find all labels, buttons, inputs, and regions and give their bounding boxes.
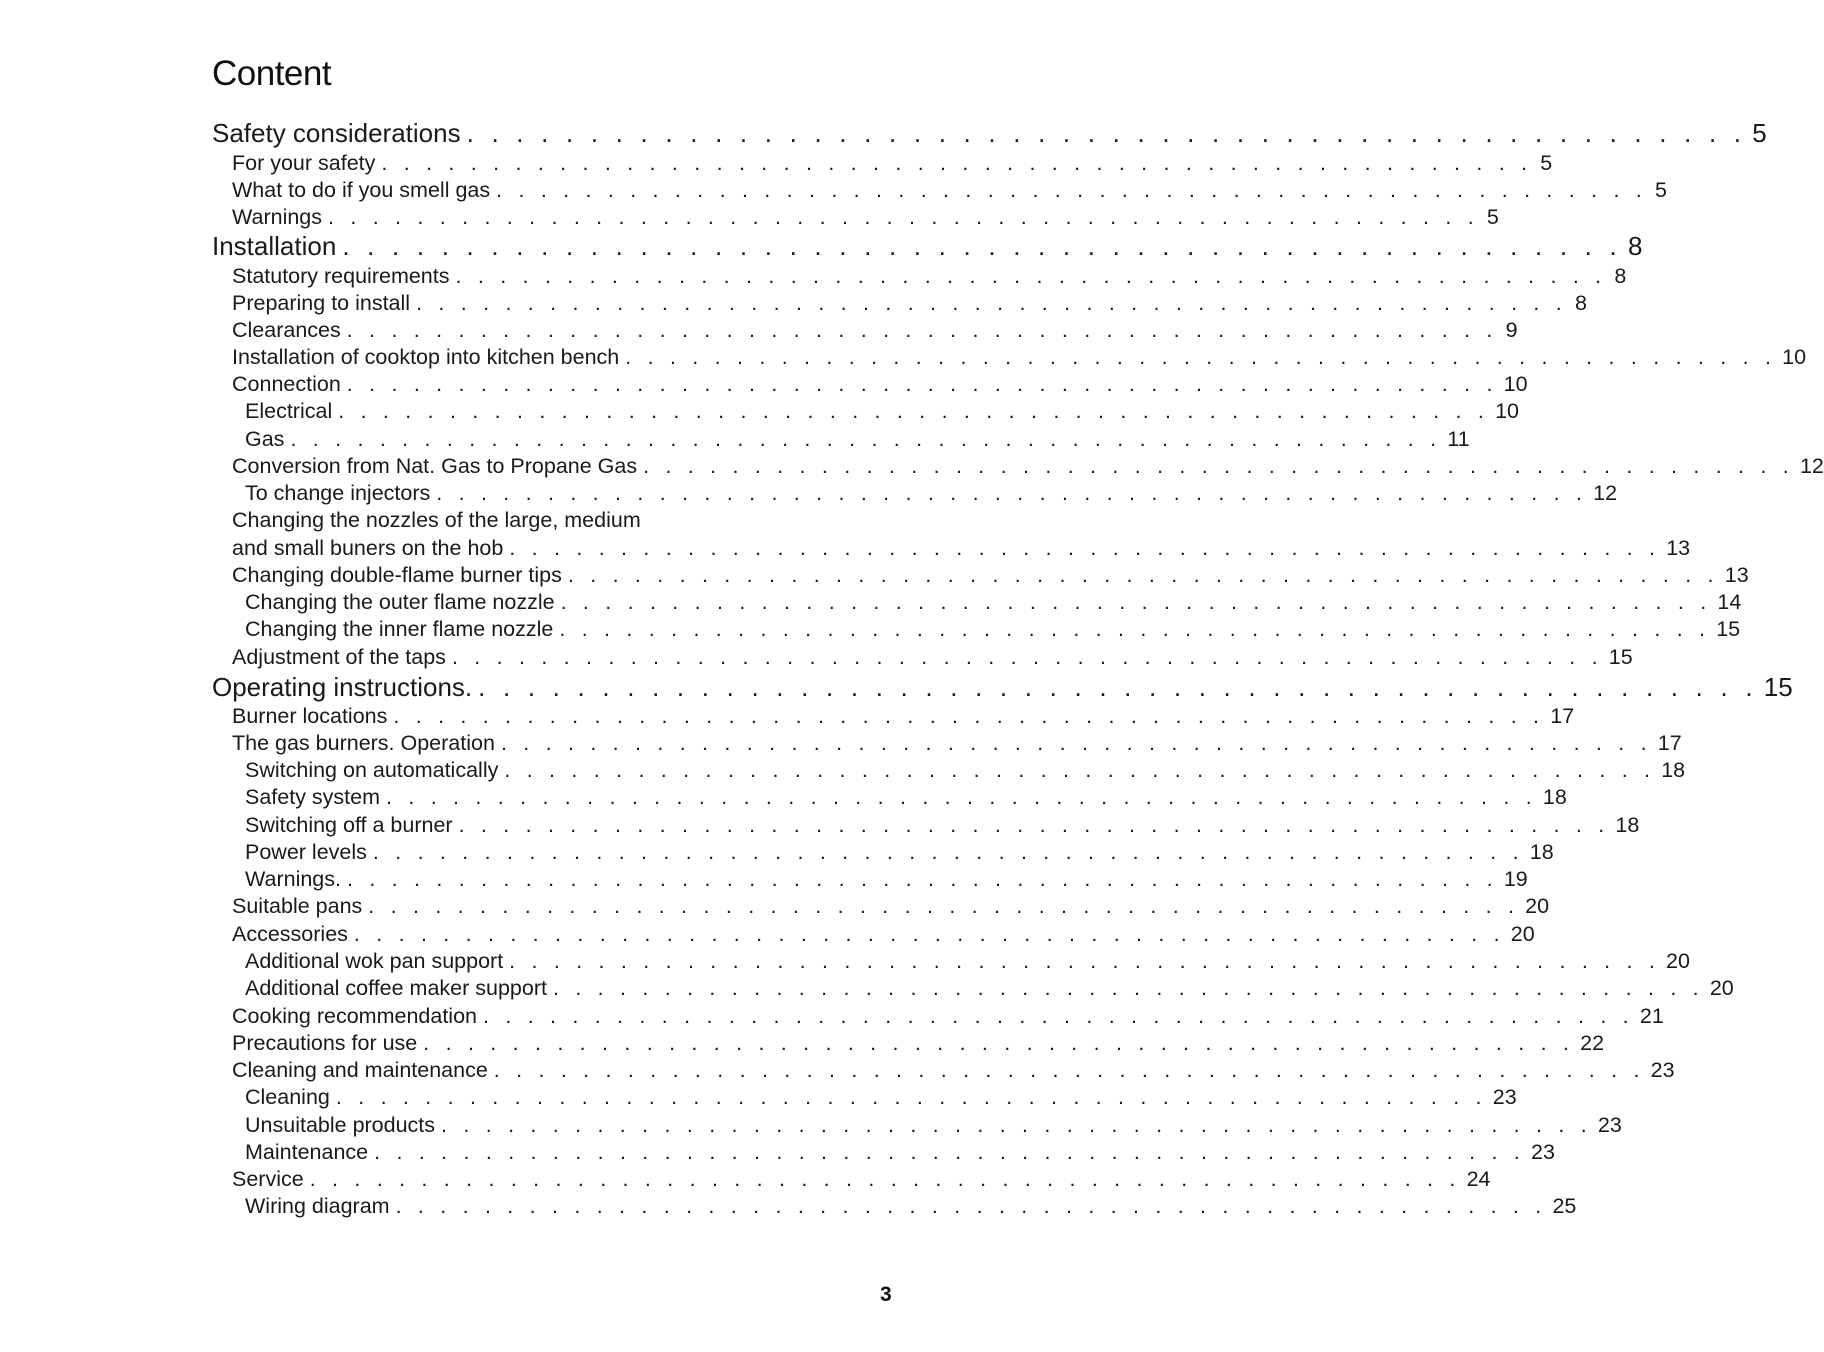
toc-entry-title: Cooking recommendation bbox=[232, 1004, 477, 1028]
toc-entry-title: Clearances bbox=[232, 318, 341, 342]
toc-entry-page: 18 bbox=[1529, 840, 1554, 864]
toc-entry[interactable] bbox=[212, 1194, 1577, 1220]
toc-entry-page: 15 bbox=[1608, 645, 1633, 669]
toc-leader-dots: . . . . . . . . . . . . . . . . . . . . . . . . . . . . . . . . . . . . . . . . . . . . . . . . . . . . bbox=[395, 1194, 1547, 1218]
toc-entry-page: 18 bbox=[1542, 785, 1567, 809]
toc-entry-page: 13 bbox=[1666, 536, 1691, 560]
toc-entry-title: Installation bbox=[212, 231, 337, 261]
toc-entry[interactable] bbox=[212, 1113, 1622, 1139]
toc-leader-dots: . . . . . . . . . . . . . . . . . . . . . . . . . . . . . . . . . . . . . . . . . . . . . . . . . . . . bbox=[504, 758, 1656, 782]
toc-entry-page: 12 bbox=[1593, 481, 1618, 505]
toc-entry[interactable] bbox=[212, 454, 1824, 480]
toc-entry-title: Gas bbox=[245, 427, 285, 451]
toc-entry-title: Maintenance bbox=[245, 1140, 369, 1164]
toc-leader-dots: . . . . . . . . . . . . . . . . . . . . . . . . . . . . . . . . . . . . . . . . . . . . . . . . . . . . bbox=[478, 672, 1758, 702]
toc-leader-dots: . . . . . . . . . . . . . . . . . . . . . . . . . . . . . . . . . . . . . . . . . . . . . . . . . . . . bbox=[500, 731, 1652, 755]
toc-entry-title: Unsuitable products bbox=[245, 1113, 436, 1137]
toc-entry-title: Safety considerations bbox=[212, 118, 461, 148]
toc-entry-title: Cleaning and maintenance bbox=[232, 1058, 488, 1082]
toc-leader-dots: . . . . . . . . . . . . . . . . . . . . . . . . . . . . . . . . . . . . . . . . . . . . . . . . . . . . bbox=[346, 318, 1498, 342]
toc-leader-dots: . . . . . . . . . . . . . . . . . . . . . . . . . . . . . . . . . . . . . . . . . . . . . . . . . . . . bbox=[509, 536, 1661, 560]
toc-leader-dots: . . . . . . . . . . . . . . . . . . . . . . . . . . . . . . . . . . . . . . . . . . . . . . . . . . . . bbox=[483, 1004, 1634, 1028]
toc-entry-title: The gas burners. Operation bbox=[232, 731, 495, 755]
toc-entry-page: 20 bbox=[1510, 922, 1535, 946]
toc-entry[interactable] bbox=[212, 231, 1643, 263]
toc-entry-page: 18 bbox=[1661, 758, 1686, 782]
toc-entry[interactable] bbox=[212, 508, 760, 534]
toc-entry-title: Additional wok pan support bbox=[245, 949, 504, 973]
toc-entry[interactable] bbox=[212, 264, 1627, 290]
toc-entry-page: 5 bbox=[1540, 151, 1553, 175]
toc-entry-title: Electrical bbox=[245, 399, 333, 423]
toc-entry[interactable] bbox=[212, 399, 1519, 425]
toc-entry-title: Warnings. bbox=[245, 867, 341, 891]
toc-entry-title: Switching on automatically bbox=[245, 758, 499, 782]
toc-leader-dots: . . . . . . . . . . . . . . . . . . . . . . . . . . . . . . . . . . . . . . . . . . . . . . . . . . . . bbox=[455, 264, 1607, 288]
toc-entry-page: 21 bbox=[1639, 1004, 1664, 1028]
toc-entry-page: 8 bbox=[1627, 231, 1643, 261]
toc-entry-page: 14 bbox=[1717, 590, 1742, 614]
toc-entry-page: 11 bbox=[1447, 427, 1470, 451]
toc-entry-title: and small buners on the hob bbox=[232, 536, 504, 560]
toc-entry-page: 23 bbox=[1597, 1113, 1622, 1137]
toc-leader-dots: . . . . . . . . . . . . . . . . . . . . . . . . . . . . . . . . . . . . . . . . . . . . . . . . . . . . bbox=[372, 840, 1524, 864]
toc-entry-page: 10 bbox=[1782, 345, 1807, 369]
toc-entry[interactable] bbox=[212, 1167, 1491, 1193]
toc-entry-title: Installation of cooktop into kitchen bench bbox=[232, 345, 620, 369]
toc-entry-page: 15 bbox=[1716, 617, 1741, 641]
toc-entry[interactable] bbox=[212, 536, 1691, 562]
toc-entry[interactable] bbox=[212, 205, 1499, 231]
toc-entry-page: 20 bbox=[1525, 894, 1550, 918]
page-number: 3 bbox=[880, 1283, 892, 1306]
toc-entry[interactable] bbox=[212, 318, 1518, 344]
toc-entry[interactable] bbox=[212, 590, 1742, 616]
toc-entry-title: Connection bbox=[232, 372, 341, 396]
toc-entry-page: 17 bbox=[1550, 704, 1575, 728]
toc-entry-page: 19 bbox=[1503, 867, 1528, 891]
toc-entry[interactable] bbox=[212, 345, 1807, 371]
page-title: Content bbox=[212, 54, 332, 93]
toc-entry-title: Wiring diagram bbox=[245, 1194, 390, 1218]
toc-entry-title: Changing the inner flame nozzle bbox=[245, 617, 554, 641]
toc-entry[interactable] bbox=[212, 1004, 1664, 1030]
toc-entry-page: 18 bbox=[1615, 813, 1640, 837]
toc-entry-page: 10 bbox=[1495, 399, 1519, 423]
toc-entry-page: 9 bbox=[1505, 318, 1518, 342]
toc-entry-page: 20 bbox=[1666, 949, 1690, 973]
toc-entry-title: Accessories bbox=[232, 922, 348, 946]
toc-entry[interactable] bbox=[212, 785, 1567, 811]
toc-entry-page: 10 bbox=[1503, 372, 1528, 396]
toc-leader-dots: . . . . . . . . . . . . . . . . . . . . . . . . . . . . . . . . . . . . . . . . . . . . . . . . . . . . bbox=[560, 590, 1712, 614]
toc-entry[interactable] bbox=[212, 1031, 1605, 1057]
toc-entry-title: Changing the outer flame nozzle bbox=[245, 590, 555, 614]
toc-entry[interactable] bbox=[212, 949, 1690, 975]
toc-leader-dots: . . . . . . . . . . . . . . . . . . . . . . . . . . . . . . . . . . . . . . . . . . . . . . . . . . . . bbox=[643, 454, 1794, 478]
toc-entry-page: 17 bbox=[1657, 731, 1682, 755]
toc-leader-dots: . . . . . . . . . . . . . . . . . . . . . . . . . . . . . . . . . . . . . . . . . . . . . . . . . . . . bbox=[368, 894, 1520, 918]
toc-entry[interactable] bbox=[212, 372, 1528, 398]
toc-leader-dots: . . . . . . . . . . . . . . . . . . . . . . . . . . . . . . . . . . . . . . . . . . . . . . . . . . . . bbox=[328, 205, 1479, 229]
toc-leader-dots: . . . . . . . . . . . . . . . . . . . . . . . . . . . . . . . . . . . . . . . . . . . . . . . . . . . . bbox=[346, 867, 1498, 891]
toc-leader-dots: . . . . . . . . . . . . . . . . . . . . . . . . . . . . . . . . . . . . . . . . . . . . . . . . . . . . bbox=[567, 563, 1719, 587]
toc-entry-title: Service bbox=[232, 1167, 304, 1191]
toc-entry[interactable] bbox=[212, 427, 1470, 453]
toc-entry[interactable] bbox=[212, 813, 1640, 839]
toc-leader-dots: . . . . . . . . . . . . . . . . . . . . . . . . . . . . . . . . . . . . . . . . . . . . . . . . . . . . bbox=[509, 949, 1661, 973]
toc-entry-page: 23 bbox=[1650, 1058, 1675, 1082]
toc-leader-dots: . . . . . . . . . . . . . . . . . . . . . . . . . . . . . . . . . . . . . . . . . . . . . . . . . . . . bbox=[416, 291, 1567, 315]
toc-entry-page: 23 bbox=[1492, 1085, 1517, 1109]
toc-entry-title: Burner locations bbox=[232, 704, 388, 728]
toc-entry-title: Safety system bbox=[245, 785, 381, 809]
toc-entry-page: 25 bbox=[1552, 1194, 1577, 1218]
toc-entry-page: 22 bbox=[1580, 1031, 1605, 1055]
toc-leader-dots: . . . . . . . . . . . . . . . . . . . . . . . . . . . . . . . . . . . . . . . . . . . . . . . . . . . . bbox=[309, 1167, 1461, 1191]
toc-entry-page: 5 bbox=[1752, 118, 1767, 148]
toc-leader-dots: . . . . . . . . . . . . . . . . . . . . . . . . . . . . . . . . . . . . . . . . . . . . . . . . . . . . bbox=[466, 118, 1747, 148]
toc-leader-dots: . . . . . . . . . . . . . . . . . . . . . . . . . . . . . . . . . . . . . . . . . . . . . . . . . . . . bbox=[393, 704, 1545, 728]
toc-entry[interactable] bbox=[212, 672, 1793, 704]
toc-entry[interactable] bbox=[212, 758, 1686, 784]
toc-leader-dots: . . . . . . . . . . . . . . . . . . . . . . . . . . . . . . . . . . . . . . . . . . . . . . . . . . . . bbox=[386, 785, 1537, 809]
toc-entry-title: Preparing to install bbox=[232, 291, 411, 315]
toc-entry[interactable] bbox=[212, 481, 1618, 507]
toc-leader-dots: . . . . . . . . . . . . . . . . . . . . . . . . . . . . . . . . . . . . . . . . . . . . . . . . . . . . bbox=[342, 231, 1622, 261]
toc-entry-title: Warnings bbox=[232, 205, 323, 229]
toc-entry-title: For your safety bbox=[232, 151, 376, 175]
toc-entry-title: Power levels bbox=[245, 840, 367, 864]
toc-entry-page: 8 bbox=[1614, 264, 1627, 288]
toc-entry-title: Precautions for use bbox=[232, 1031, 418, 1055]
toc-leader-dots: . . . . . . . . . . . . . . . . . . . . . . . . . . . . . . . . . . . . . . . . . . . . . . . . . . . . bbox=[436, 481, 1588, 505]
toc-entry[interactable] bbox=[212, 894, 1550, 920]
toc-leader-dots: . . . . . . . . . . . . . . . . . . . . . . . . . . . . . . . . . . . . . . . . . . . . . . . . . . . . bbox=[374, 1140, 1525, 1164]
toc-entry[interactable] bbox=[212, 617, 1741, 643]
toc-entry-page: 5 bbox=[1655, 178, 1667, 202]
toc-leader-dots: . . . . . . . . . . . . . . . . . . . . . . . . . . . . . . . . . . . . . . . . . . . . . . . . . . . . bbox=[335, 1085, 1487, 1109]
toc-entry-page: 23 bbox=[1530, 1140, 1555, 1164]
toc-entry-page: 20 bbox=[1709, 976, 1734, 1000]
toc-entry-title: To change injectors bbox=[245, 481, 431, 505]
toc-entry-page: 5 bbox=[1486, 205, 1499, 229]
toc-entry[interactable] bbox=[212, 704, 1575, 730]
toc-leader-dots: . . . . . . . . . . . . . . . . . . . . . . . . . . . . . . . . . . . . . . . . . . . . . . . . . . . . bbox=[458, 813, 1610, 837]
toc-entry-title: Conversion from Nat. Gas to Propane Gas bbox=[232, 454, 638, 478]
toc-entry[interactable] bbox=[212, 976, 1734, 1002]
toc-entry-title: Operating instructions. bbox=[212, 672, 473, 702]
toc-entry[interactable] bbox=[212, 118, 1767, 150]
toc-entry-title: Suitable pans bbox=[232, 894, 363, 918]
toc-leader-dots: . . . . . . . . . . . . . . . . . . . . . . . . . . . . . . . . . . . . . . . . . . . . . . . . . . . . bbox=[451, 645, 1603, 669]
toc-entry[interactable] bbox=[212, 922, 1535, 948]
toc-leader-dots: . . . . . . . . . . . . . . . . . . . . . . . . . . . . . . . . . . . . . . . . . . . . . . . . . . . . bbox=[381, 151, 1533, 175]
toc-entry-title: Changing double-flame burner tips bbox=[232, 563, 562, 587]
toc-entry[interactable] bbox=[212, 563, 1749, 589]
toc-entry[interactable] bbox=[212, 1140, 1555, 1166]
toc-entry-page: 13 bbox=[1724, 563, 1749, 587]
toc-entry-title: What to do if you smell gas bbox=[232, 178, 491, 202]
toc-entry-title: Additional coffee maker support bbox=[245, 976, 547, 1000]
toc-leader-dots: . . . . . . . . . . . . . . . . . . . . . . . . . . . . . . . . . . . . . . . . . . . . . . . . . . . . bbox=[423, 1031, 1575, 1055]
toc-leader-dots: . . . . . . . . . . . . . . . . . . . . . . . . . . . . . . . . . . . . . . . . . . . . . . . . . . . . bbox=[552, 976, 1704, 1000]
toc-entry[interactable] bbox=[212, 178, 1667, 204]
toc-entry-title: Adjustment of the taps bbox=[232, 645, 446, 669]
toc-entry[interactable] bbox=[212, 645, 1633, 671]
toc-leader-dots: . . . . . . . . . . . . . . . . . . . . . . . . . . . . . . . . . . . . . . . . . . . . . . . . . . . . bbox=[493, 1058, 1645, 1082]
toc-entry-page: 24 bbox=[1466, 1167, 1491, 1191]
toc-entry[interactable] bbox=[212, 291, 1587, 317]
toc-entry-title: Statutory requirements bbox=[232, 264, 450, 288]
toc-leader-dots: . . . . . . . . . . . . . . . . . . . . . . . . . . . . . . . . . . . . . . . . . . . . . . . . . . . . bbox=[496, 178, 1647, 202]
toc-entry[interactable] bbox=[212, 840, 1554, 866]
toc-entry[interactable] bbox=[212, 731, 1682, 757]
toc-entry-title: Switching off a burner bbox=[245, 813, 453, 837]
toc-entry-title: Cleaning bbox=[245, 1085, 330, 1109]
toc-leader-dots: . . . . . . . . . . . . . . . . . . . . . . . . . . . . . . . . . . . . . . . . . . . . . . . . . . . . bbox=[338, 399, 1490, 423]
toc-leader-dots: . . . . . . . . . . . . . . . . . . . . . . . . . . . . . . . . . . . . . . . . . . . . . . . . . . . . bbox=[353, 922, 1505, 946]
toc-entry[interactable] bbox=[212, 151, 1553, 177]
toc-leader-dots: . . . . . . . . . . . . . . . . . . . . . . . . . . . . . . . . . . . . . . . . . . . . . . . . . . . . bbox=[625, 345, 1777, 369]
toc-entry-page: 12 bbox=[1799, 454, 1824, 478]
toc-leader-dots: . . . . . . . . . . . . . . . . . . . . . . . . . . . . . . . . . . . . . . . . . . . . . . . . . . . . bbox=[346, 372, 1498, 396]
toc-entry-page: 8 bbox=[1574, 291, 1587, 315]
toc-entry[interactable] bbox=[212, 867, 1528, 893]
toc-leader-dots: . . . . . . . . . . . . . . . . . . . . . . . . . . . . . . . . . . . . . . . . . . . . . . . . . . . . bbox=[559, 617, 1711, 641]
toc-entry[interactable] bbox=[212, 1085, 1517, 1111]
toc-entry-title: Changing the nozzles of the large, medium bbox=[232, 508, 641, 532]
toc-leader-dots: . . . . . . . . . . . . . . . . . . . . . . . . . . . . . . . . . . . . . . . . . . . . . . . . . . . . bbox=[290, 427, 1442, 451]
toc-entry-page: 15 bbox=[1763, 672, 1793, 702]
toc-entry[interactable] bbox=[212, 1058, 1675, 1084]
toc-leader-dots: . . . . . . . . . . . . . . . . . . . . . . . . . . . . . . . . . . . . . . . . . . . . . . . . . . . . bbox=[441, 1113, 1592, 1137]
